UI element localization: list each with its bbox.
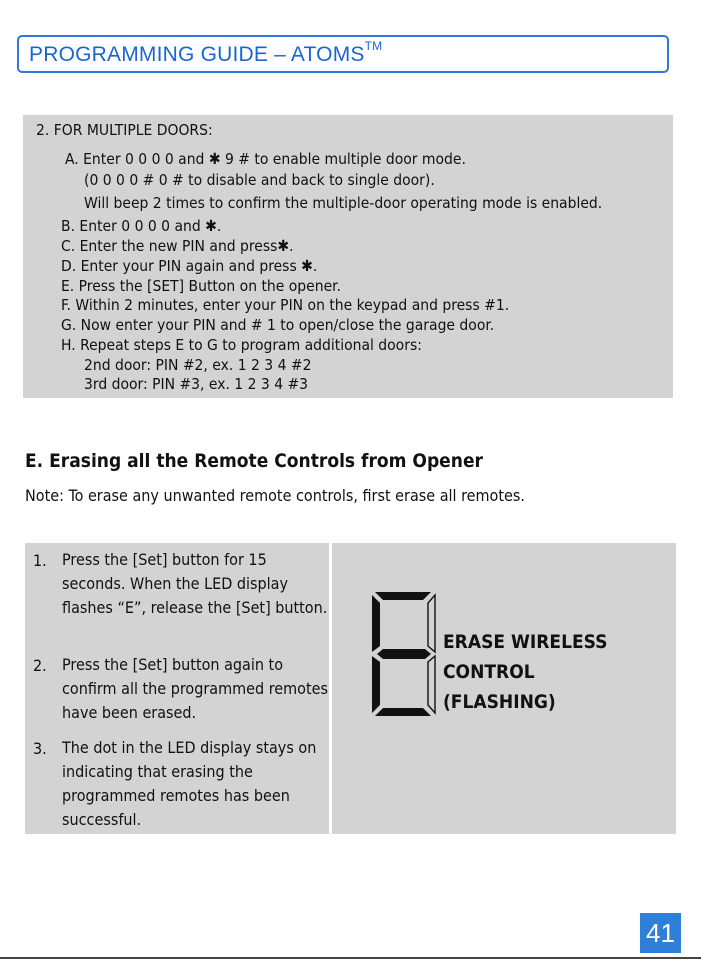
step-h-door2: 2nd door: PIN #2, ex. 1 2 3 4 #2 [84, 356, 312, 374]
step-text: The dot in the LED display stays on indicating that erasing the programmed remotes has been successful. [62, 738, 317, 829]
step-d: D. Enter your PIN again and press ✱. [61, 257, 318, 275]
step-f: F. Within 2 minutes, enter your PIN on the keypad and press #1. [61, 296, 510, 314]
led-segment-lower-left [372, 656, 380, 713]
led-caption [443, 627, 607, 717]
step-number: 1. [33, 551, 47, 570]
header-banner [17, 35, 669, 73]
page-title: PROGRAMMING GUIDE – ATOMS™ [29, 39, 383, 66]
footer-rule [0, 957, 701, 959]
led-segment-bottom [375, 708, 431, 716]
led-segment-lower-right [428, 656, 435, 713]
led-segment-upper-left [372, 595, 380, 652]
step-c: C. Enter the new PIN and press✱. [61, 237, 294, 255]
led-caption-line2: CONTROL [443, 661, 535, 683]
step-a-line3: Will beep 2 times to confirm the multiple-door operating mode is enabled. [84, 194, 603, 212]
led-caption-line3: (FLASHING) [443, 691, 556, 713]
step-text: Press the [Set] button again to confirm all the programmed remotes have been erased. [62, 655, 328, 722]
step-a-line1: A. Enter 0 0 0 0 and ✱ 9 # to enable multiple door mode. [65, 150, 466, 168]
step-h: H. Repeat steps E to G to program additional doors: [61, 336, 422, 354]
multiple-doors-panel [23, 115, 673, 398]
led-segment-middle [377, 649, 431, 659]
led-segment-top [375, 592, 431, 600]
step-number: 2. [33, 656, 47, 675]
step-h-door3: 3rd door: PIN #3, ex. 1 2 3 4 #3 [84, 375, 309, 393]
step-text: Press the [Set] button for 15 seconds. When the LED display flashes “E”, release the [Set] button. [62, 550, 328, 617]
led-segment-upper-right [428, 595, 435, 652]
step-b: B. Enter 0 0 0 0 and ✱. [61, 217, 222, 235]
led-caption-line1: ERASE WIRELESS [443, 631, 608, 653]
step-a-line2: (0 0 0 0 # 0 # to disable and back to single door). [84, 171, 435, 189]
multiple-doors-heading: 2. FOR MULTIPLE DOORS: [36, 121, 213, 139]
note-text: Note: To erase any unwanted remote controls, first erase all remotes. [25, 486, 525, 505]
page-number-badge: 41 [640, 913, 681, 953]
step-e: E. Press the [SET] Button on the opener. [61, 277, 341, 295]
trademark-symbol: TM [364, 39, 383, 53]
section-heading: E. Erasing all the Remote Controls from Opener [25, 450, 483, 472]
step-number: 3. [33, 739, 47, 758]
step-g: G. Now enter your PIN and # 1 to open/close the garage door. [61, 316, 495, 334]
led-digit-e-icon [369, 588, 439, 720]
